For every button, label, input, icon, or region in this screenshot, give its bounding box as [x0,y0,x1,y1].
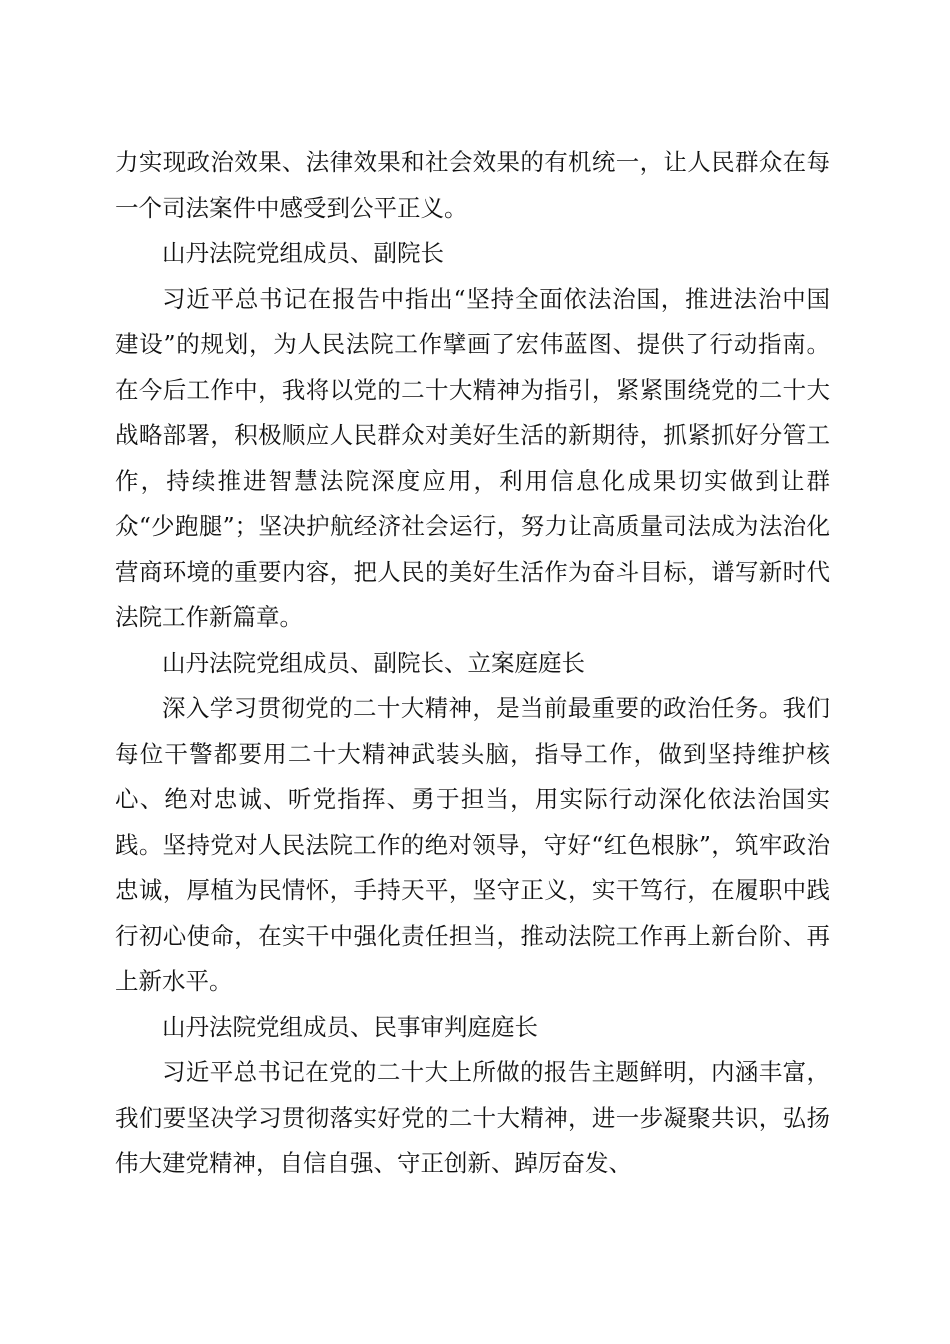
paragraph-filing-division-statement: 深入学习贯彻党的二十大精神，是当前最重要的政治任务。我们每位干警都要用二十大精神武装头脑，指导工作，做到坚持维护核心、绝对忠诚、听党指挥、勇于担当，用实际行动深化依法治国实践。坚持党对人民法院工作的绝对领导，守好“红色根脉”，筑牢政治忠诚，厚植为民情怀，手持天平，坚守正义，实干笃行，在履职中践行初心使命，在实干中强化责任担当，推动法院工作再上新台阶、再上新水平。 [115,694,830,995]
paragraph-continuation: 力实现政治效果、法律效果和社会效果的有机统一，让人民群众在每一个司法案件中感受到公平正义。 [115,148,830,222]
document-body [115,140,830,1187]
paragraph-vice-president-statement: 习近平总书记在报告中指出“坚持全面依法治国，推进法治中国建设”的规划，为人民法院工作擘画了宏伟蓝图、提供了行动指南。在今后工作中，我将以党的二十大精神为指引，紧紧围绕党的二十大战略部署，积极顺应人民群众对美好生活的新期待，抓紧抓好分管工作，持续推进智慧法院深度应用，利用信息化成果切实做到让群众“少跑腿”；坚决护航经济社会运行，努力让高质量司法成为法治化营商环境的重要内容，把人民的美好生活作为奋斗目标，谱写新时代法院工作新篇章。 [115,284,830,631]
speaker-title-vice-president: 山丹法院党组成员、副院长 [162,239,444,267]
speaker-title-civil-division-chief: 山丹法院党组成员、民事审判庭庭长 [162,1012,538,1041]
paragraph-civil-division-statement: 习近平总书记在党的二十大上所做的报告主题鲜明，内涵丰富，我们要坚决学习贯彻落实好党的二十大精神，进一步凝聚共识，弘扬伟大建党精神，自信自强、守正创新、踔厉奋发、 [115,1058,830,1177]
speaker-title-filing-division-chief: 山丹法院党组成员、副院长、立案庭庭长 [162,648,585,677]
